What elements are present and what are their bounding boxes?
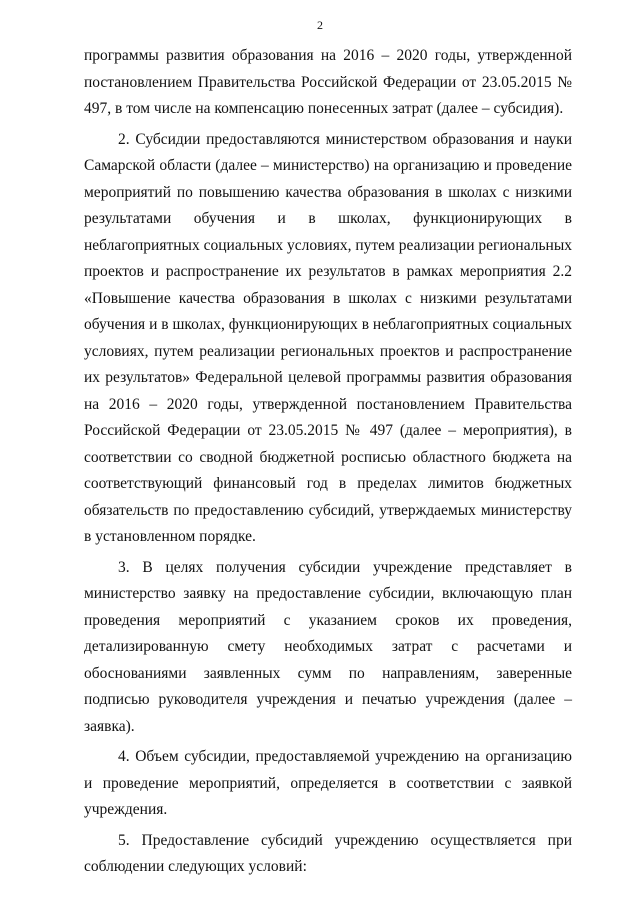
paragraph-2-subsidies: 2. Субсидии предоставляются министерством образования и науки Самарской области (далее – министерство) на организацию и проведение мероприятий по повышению качества образования в школах с низкими результатами обучения и в школах, функционирующих в неблагоприятных социальных условиях, путем реализации региональных проектов и распространение их результатов в рамках мероприятия 2.2 «Повышение качества образования в школах с низкими результатами обучения и в школах, функционирующих в неблагоприятных социальных условиях, путем реализации региональных проектов и распространение их результатов» Федеральной целевой программы развития образования на 2016 – 2020 годы, утвержденной постановлением Правительства Российской Федерации от 23.05.2015 № 497 (далее – мероприятия), в соответствии со сводной бюджетной росписью областного бюджета на соответствующий финансовый год в пределах лимитов бюджетных обязательств по предоставлению субсидий, утверждаемых министерству в установленном порядке. (84, 130, 572, 545)
page-number: 2 (317, 18, 323, 32)
paragraph-4-amount: 4. Объем субсидии, предоставляемой учреждению на организацию и проведение мероприятий, определяется в соответствии с заявкой учреждения. (84, 748, 572, 818)
paragraph-5-conditions: 5. Предоставление субсидий учреждению осуществляется при соблюдении следующих условий: (84, 831, 572, 875)
paragraph-continuation: программы развития образования на 2016 – 2020 годы, утвержденной постановлением Правительства Российской Федерации от 23.05.2015 № 497, в том числе на компенсацию понесенных затрат (далее – субсидия). (84, 47, 572, 117)
document-body (84, 43, 572, 881)
paragraph-3-application: 3. В целях получения субсидии учреждение представляет в министерство заявку на предоставление субсидии, включающую план проведения мероприятий с указанием сроков их проведения, детализированную смету необходимых затрат с расчетами и обоснованиями заявленных сумм по направлениям, заверенные подписью руководителя учреждения и печатью учреждения (далее – заявка). (84, 558, 572, 735)
